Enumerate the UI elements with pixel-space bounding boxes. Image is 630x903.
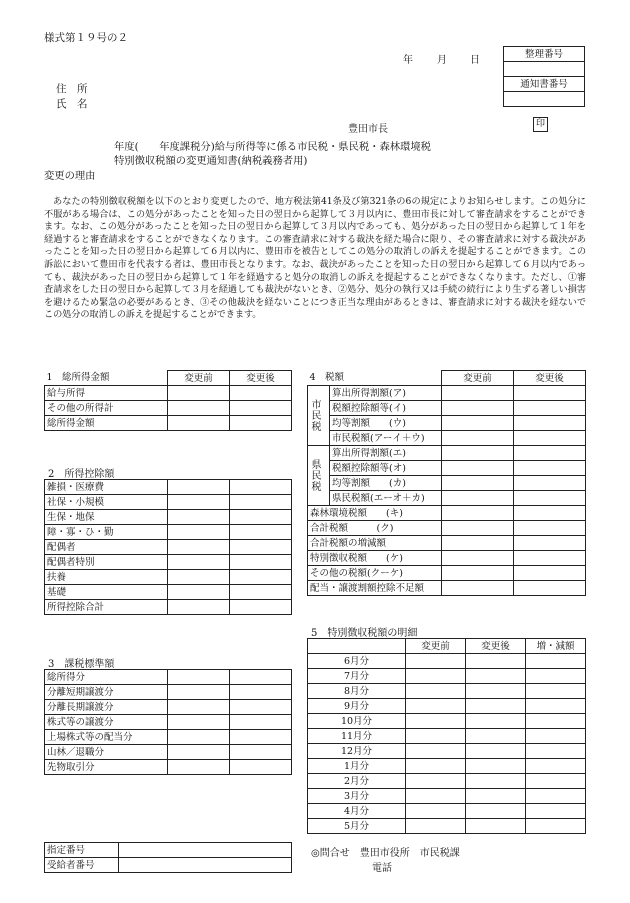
section3-title: 3 課税標準額 — [48, 659, 115, 670]
table-row: 2月分 — [308, 774, 586, 789]
table-row: 7月分 — [308, 669, 586, 684]
table-row: 特別徴収税額 (ケ) — [308, 551, 586, 566]
table-row: 6月分 — [308, 654, 586, 669]
section2-table — [44, 479, 292, 615]
table-row — [45, 843, 292, 858]
table-row — [45, 858, 292, 873]
table-row: 市民税額(アーイ＋ウ) — [308, 431, 586, 446]
city-tax-label: 市民税 — [309, 399, 320, 432]
title-line1: 年度( 年度課税分)給与所得等に係る市民税・県民税・森林環境税 — [114, 141, 431, 153]
section5-title: 5 特別徴収税額の明細 — [311, 628, 418, 639]
address-label: 住 所 — [56, 83, 88, 95]
contact-phone-label: 電話 — [372, 863, 392, 874]
table-row: 均等割額 (ウ) — [308, 416, 586, 431]
table-row: 総所得分 — [45, 670, 292, 685]
designated-number-label: 指定番号 — [45, 843, 119, 858]
bottom-id-table — [44, 842, 292, 873]
section5-col-before: 変更前 — [406, 639, 466, 654]
table-row: 森林環境税額 (キ) — [308, 506, 586, 521]
form-number: 様式第１９号の２ — [44, 32, 128, 44]
section2-title: 2 所得控除額 — [48, 469, 115, 480]
table-row: その他の所得計 — [45, 401, 292, 416]
table-row: 配偶者 — [45, 540, 292, 555]
seal-mark: 印 — [533, 117, 548, 132]
table-row: 雑損・医療費 — [45, 480, 292, 495]
date-day-label: 日 — [470, 55, 480, 66]
title-line2: 特別徴収税額の変更通知書(納税義務者用) — [114, 155, 308, 167]
section3-table — [44, 669, 292, 775]
section4-col-after: 変更後 — [514, 371, 586, 386]
table-row: その他の税額(クーケ) — [308, 566, 586, 581]
tsuchi-number-label: 通知書番号 — [504, 77, 585, 92]
contact-label: ◎問合せ 豊田市役所 市民税課 — [311, 848, 460, 859]
table-row: 給与所得 — [45, 386, 292, 401]
table-row: 合計税額 (ク) — [308, 521, 586, 536]
table-row: 配偶者特別 — [45, 555, 292, 570]
section4-table — [307, 370, 586, 596]
name-label: 氏 名 — [56, 98, 88, 110]
table-row: 基礎 — [45, 585, 292, 600]
table-row: 税額控除額等(オ) — [308, 461, 586, 476]
table-row: 5月分 — [308, 819, 586, 834]
section4-col-before: 変更前 — [442, 371, 514, 386]
section1-table — [44, 370, 292, 431]
section5-col-diff: 増・減額 — [526, 639, 586, 654]
table-row: 3月分 — [308, 789, 586, 804]
seiri-number-label: 整理番号 — [504, 47, 585, 62]
table-row: 税額控除額等(イ) — [308, 401, 586, 416]
table-row: 配当・譲渡割額控除不足額 — [308, 581, 586, 596]
section1-col-before: 変更前 — [168, 371, 230, 386]
table-row: 扶養 — [45, 570, 292, 585]
tsuchi-number-field[interactable] — [504, 92, 585, 107]
table-row: 8月分 — [308, 684, 586, 699]
seiri-number-field[interactable] — [504, 62, 585, 77]
table-row: 株式等の譲渡分 — [45, 715, 292, 730]
table-row: 県民税 算出所得割額(エ) — [308, 446, 586, 461]
pref-tax-label: 県民税 — [309, 459, 320, 492]
table-row: 9月分 — [308, 699, 586, 714]
table-row: 市民税 算出所得割額(ア) — [308, 386, 586, 401]
date-year-label: 年 — [403, 55, 413, 66]
section4-title: 4 税額 — [309, 372, 345, 384]
table-row: 先物取引分 — [45, 760, 292, 775]
table-row: 障・寡・ひ・勤 — [45, 525, 292, 540]
table-row: 4月分 — [308, 804, 586, 819]
table-row: 12月分 — [308, 744, 586, 759]
date-month-label: 月 — [437, 55, 447, 66]
recipient-number-field[interactable] — [119, 858, 292, 873]
section5-table — [307, 638, 586, 834]
table-row: 11月分 — [308, 729, 586, 744]
table-row: 生保・地保 — [45, 510, 292, 525]
table-row: 合計税額の増減額 — [308, 536, 586, 551]
notice-paragraph: あなたの特別徴収税額を以下のとおり変更したので、地方税法第41条及び第321条の6の規定によりお知らせします。この処分に不服がある場合は、この処分があったことを知った日の翌日から起算して３月以内に、豊田市長に対して審査請求をすることができます。なお、この処分があったことを知った日の翌日から起算して３月以内であっても、処分があった日の翌日から起算して１年を経過すると審査請求をすることができなくなります。この審査請求に対する裁決を経た場合に限り、その審査請求に対する裁決があったことを知った日の翌日から起算して６月以内に、豊田市を被告としてこの処分の取消しの訴えを提起することができます。この訴訟において豊田市を代表する者は、豊田市長となります。なお、裁決があったことを知った日の翌日から起算して６月以内であっても、裁決があった日の翌日から起算して１年を経過すると処分の取消しの訴えを提起することができなくなります。ただし、①審査請求をした日の翌日から起算して３月を経過しても裁決がないとき、②処分、処分の執行又は手続の続行により生ずる著しい損害を避けるため緊急の必要があるとき、③その他裁決を経ないことにつき正当な理由があるときは、審査請求に対する裁決を経ないでこの処分の取消しの訴えを提起することができます。 — [44, 196, 586, 321]
table-row: 所得控除合計 — [45, 600, 292, 615]
table-row: 社保・小規模 — [45, 495, 292, 510]
table-row: 分離短期譲渡分 — [45, 685, 292, 700]
mayor-label: 豊田市長 — [348, 124, 388, 135]
section1-title: 1 総所得金額 — [46, 372, 110, 384]
table-row: 県民税額(エーオ＋カ) — [308, 491, 586, 506]
designated-number-field[interactable] — [119, 843, 292, 858]
table-row: 10月分 — [308, 714, 586, 729]
section5-col-after: 変更後 — [466, 639, 526, 654]
section1-col-after: 変更後 — [230, 371, 292, 386]
table-row: 1月分 — [308, 759, 586, 774]
recipient-number-label: 受給者番号 — [45, 858, 119, 873]
table-row: 均等割額 (カ) — [308, 476, 586, 491]
table-row: 上場株式等の配当分 — [45, 730, 292, 745]
table-row: 総所得金額 — [45, 416, 292, 431]
reason-label: 変更の理由 — [44, 170, 96, 182]
reference-number-boxes — [503, 46, 585, 107]
table-row: 分離長期譲渡分 — [45, 700, 292, 715]
table-row: 山林／退職分 — [45, 745, 292, 760]
